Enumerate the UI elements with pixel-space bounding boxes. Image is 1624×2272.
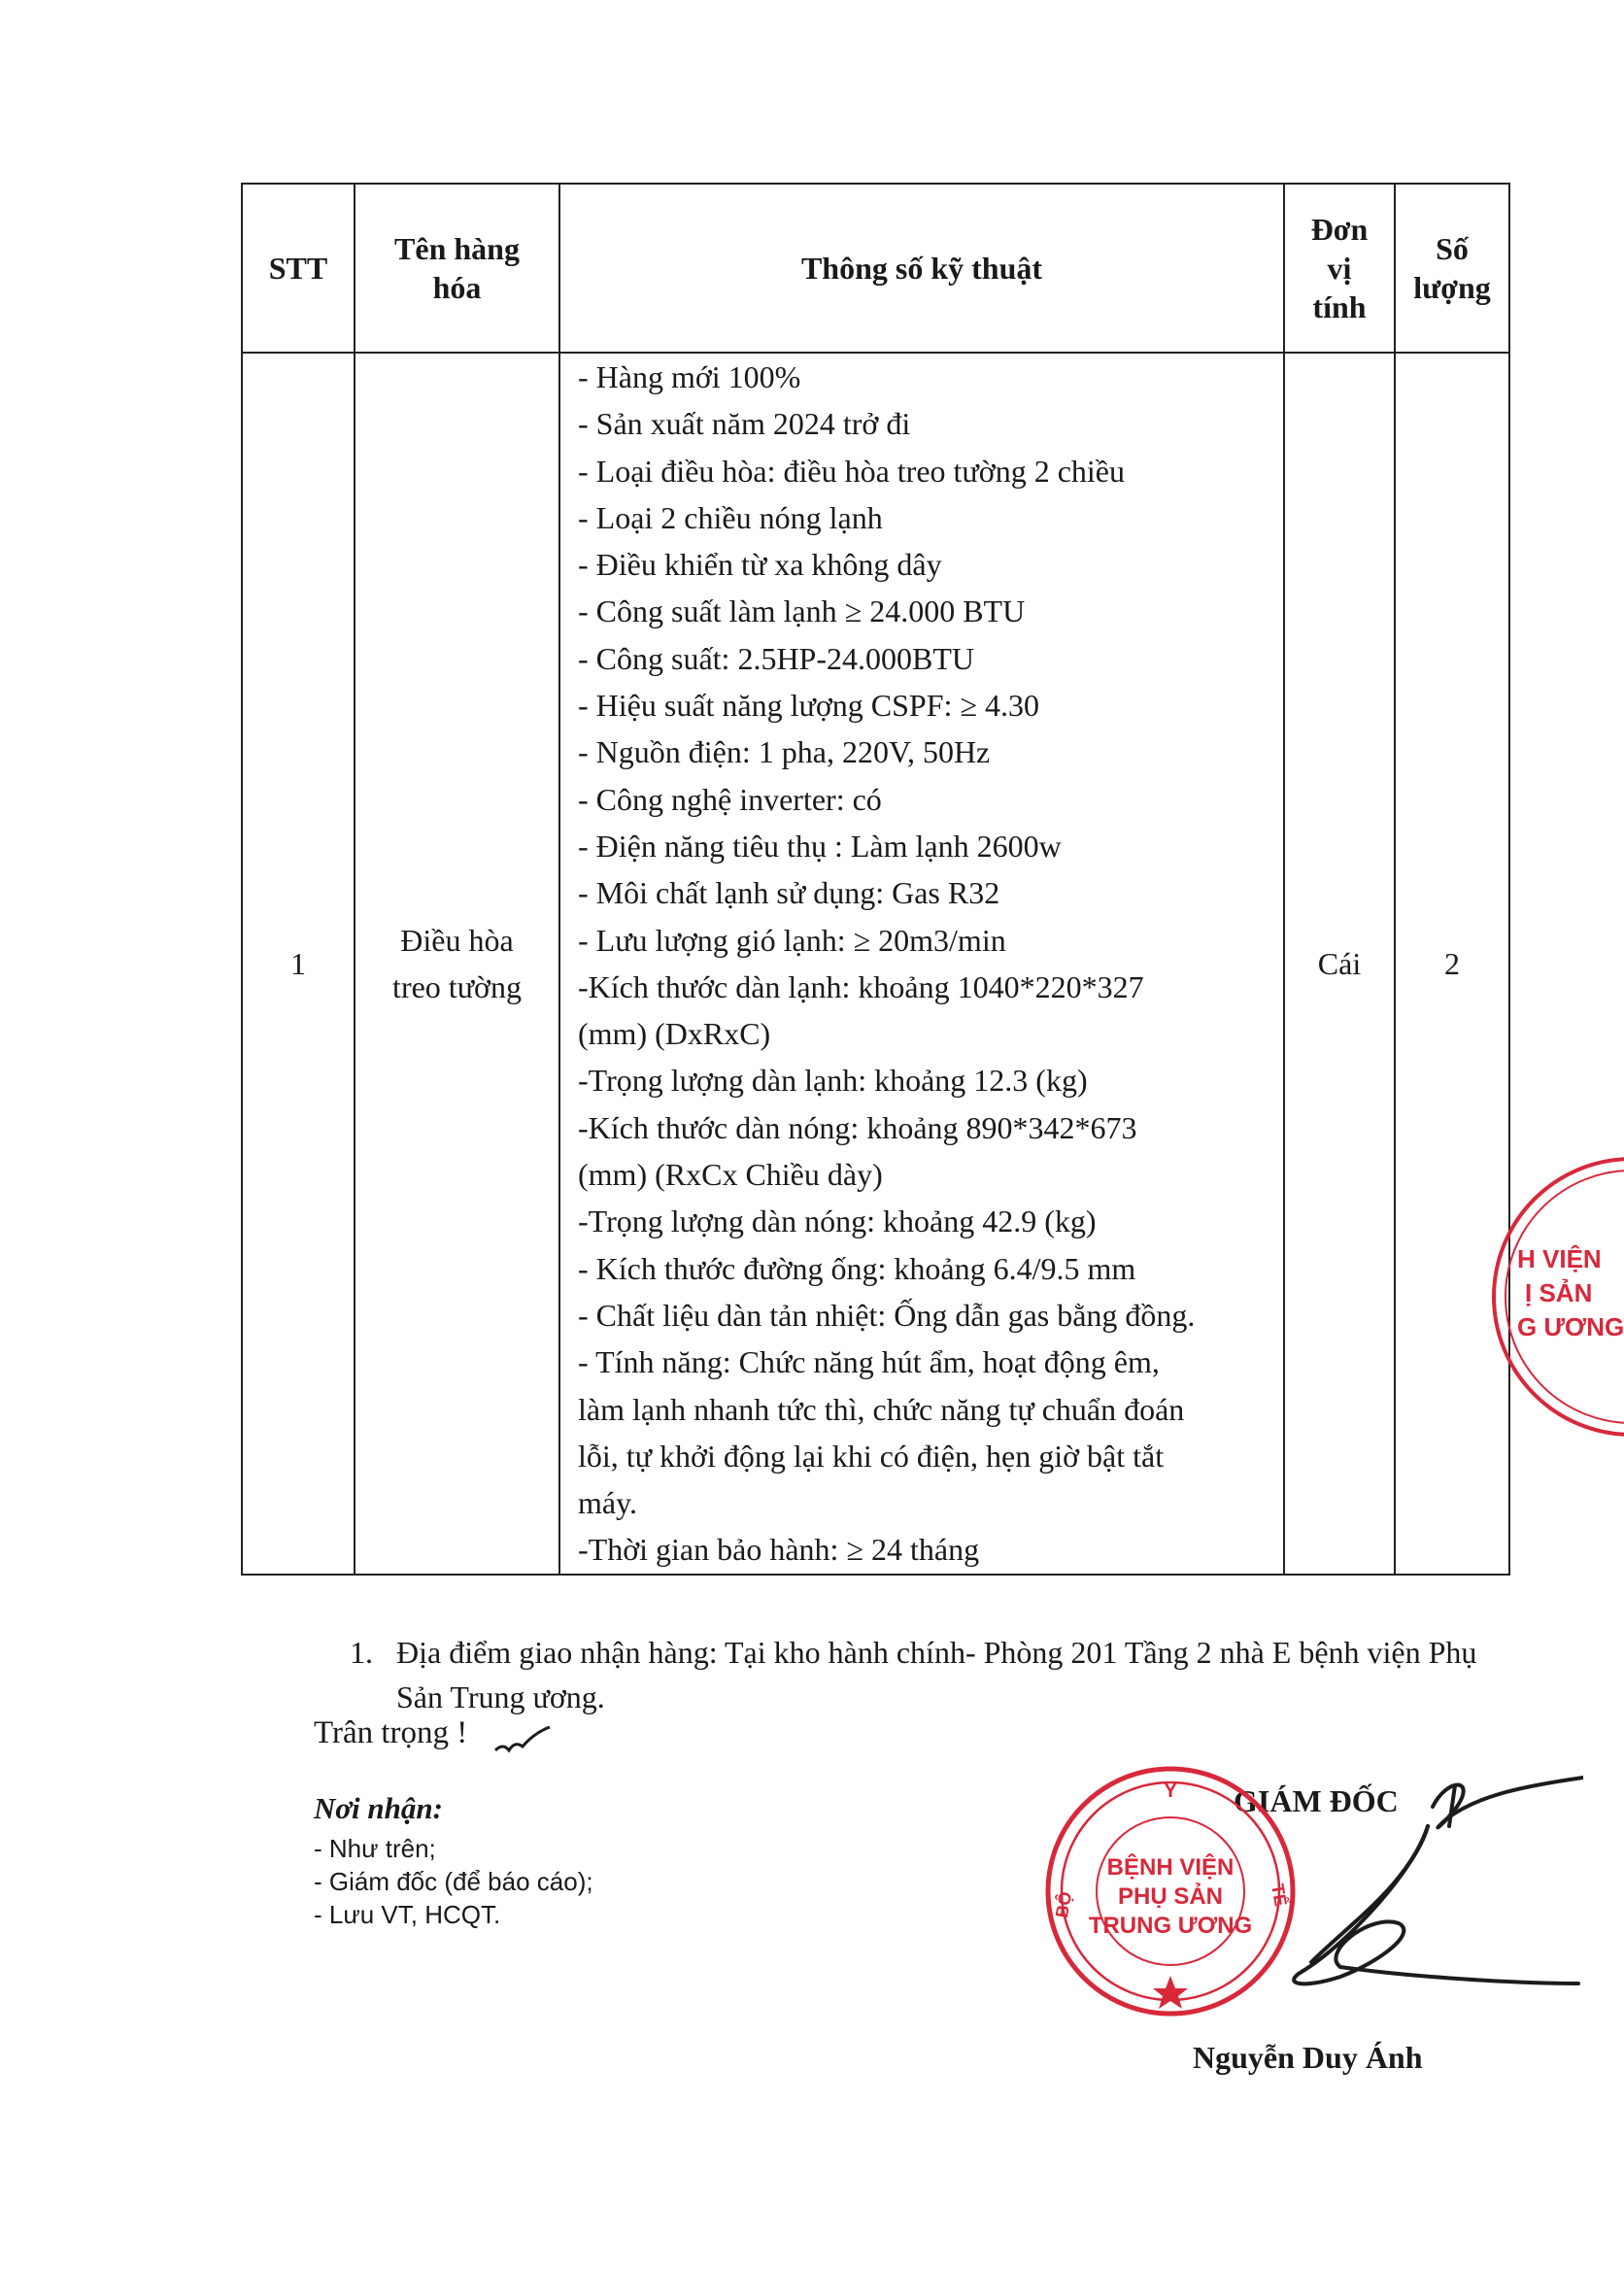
header-product-name: Tên hàng hóa bbox=[355, 184, 559, 353]
recipient-item: - Giám đốc (để báo cáo); bbox=[314, 1867, 593, 1896]
spec-line: - Chất liệu dàn tản nhiệt: Ống dẫn gas bằng đồng. bbox=[578, 1297, 1196, 1333]
list-number: 1. bbox=[350, 1635, 373, 1670]
spec-line: - Điện năng tiêu thụ : Làm lạnh 2600w bbox=[578, 828, 1062, 864]
spec-line: - Tính năng: Chức năng hút ẩm, hoạt động êm, bbox=[578, 1344, 1160, 1380]
spec-line: - Loại 2 chiều nóng lạnh bbox=[578, 499, 883, 535]
spec-line: - Điều khiển từ xa không dây bbox=[578, 547, 942, 583]
spec-line: - Hiệu suất năng lượng CSPF: ≥ 4.30 bbox=[578, 688, 1039, 724]
director-title: GIÁM ĐỐC bbox=[1234, 1783, 1399, 1818]
spec-line: -Kích thước dàn nóng: khoảng 890*342*673 bbox=[578, 1109, 1137, 1145]
spec-line: - Hàng mới 100% bbox=[578, 359, 801, 394]
spec-line: làm lạnh nhanh tức thì, chức năng tự chuẩn đoán bbox=[578, 1391, 1185, 1427]
seal-line: BỆNH VIỆN bbox=[1106, 1854, 1235, 1881]
seal-side-line: G ƯƠNG bbox=[1517, 1312, 1624, 1341]
delivery-location-text: Địa điểm giao nhận hàng: Tại kho hành chính- Phòng 201 Tầng 2 nhà E bệnh viện Phụ Sản Trung ương. bbox=[396, 1635, 1477, 1714]
seal-top-letter: Y bbox=[1164, 1780, 1177, 1802]
seal-side-line: H VIỆN bbox=[1517, 1244, 1602, 1273]
spec-line: (mm) (RxCx Chiều dày) bbox=[578, 1157, 883, 1193]
closing-remark: Trân trọng ! bbox=[314, 1715, 468, 1750]
header-stt: STT bbox=[242, 184, 355, 353]
header-quantity: Số lượng bbox=[1395, 184, 1509, 353]
spec-line: - Kích thước đường ống: khoảng 6.4/9.5 mm bbox=[578, 1250, 1136, 1286]
row-specifications bbox=[559, 353, 1284, 1575]
spec-line: -Thời gian bảo hành: ≥ 24 tháng bbox=[578, 1532, 980, 1568]
header-unit: Đơn vị tính bbox=[1284, 184, 1395, 353]
seal-left-letter: BỘ bbox=[1051, 1889, 1076, 1919]
spec-line: -Trọng lượng dàn lạnh: khoảng 12.3 (kg) bbox=[578, 1063, 1088, 1099]
spec-line: (mm) (DxRxC) bbox=[578, 1016, 771, 1052]
row-unit: Cái bbox=[1284, 353, 1395, 1575]
spec-line: - Sản xuất năm 2024 trở đi bbox=[578, 406, 911, 442]
delivery-location-item bbox=[350, 1630, 1496, 1719]
recipient-item: - Lưu VT, HCQT. bbox=[314, 1900, 501, 1929]
spec-line: - Nguồn điện: 1 pha, 220V, 50Hz bbox=[578, 734, 991, 770]
spec-line: - Loại điều hòa: điều hòa treo tường 2 chiều bbox=[578, 453, 1125, 489]
header-specifications: Thông số kỹ thuật bbox=[559, 184, 1284, 353]
spec-line: máy. bbox=[578, 1485, 638, 1521]
spec-line: -Kích thước dàn lạnh: khoảng 1040*220*327 bbox=[578, 968, 1144, 1004]
spec-line: - Công suất: 2.5HP-24.000BTU bbox=[578, 640, 974, 676]
recipient-item: - Như trên; bbox=[314, 1834, 436, 1863]
spec-line: -Trọng lượng dàn nóng: khoảng 42.9 (kg) bbox=[578, 1204, 1097, 1239]
table-row bbox=[242, 353, 1509, 1575]
recipients-block bbox=[314, 1791, 593, 1931]
spec-line: - Môi chất lạnh sử dụng: Gas R32 bbox=[578, 875, 1000, 911]
table-header-row bbox=[242, 184, 1509, 353]
director-signature bbox=[1195, 1768, 1583, 2020]
spec-line: - Công suất làm lạnh ≥ 24.000 BTU bbox=[578, 593, 1026, 629]
seal-star-icon bbox=[1153, 1976, 1188, 2009]
specification-table bbox=[241, 183, 1510, 1576]
recipients-title: Nơi nhận: bbox=[314, 1791, 443, 1825]
spec-line: lỗi, tự khởi động lại khi có điện, hẹn giờ bật tắt bbox=[578, 1438, 1165, 1474]
handwritten-tick-icon bbox=[493, 1721, 552, 1760]
seal-right-letter: TẾ bbox=[1268, 1882, 1291, 1909]
director-name: Nguyễn Duy Ánh bbox=[1193, 2040, 1423, 2075]
spec-line: - Công nghệ inverter: có bbox=[578, 781, 882, 817]
row-stt: 1 bbox=[242, 353, 355, 1575]
row-quantity: 2 bbox=[1395, 353, 1509, 1575]
partial-seal-stamp bbox=[1476, 1151, 1624, 1442]
seal-side-line: Ị SẢN bbox=[1525, 1278, 1593, 1307]
spec-line: - Lưu lượng gió lạnh: ≥ 20m3/min bbox=[578, 922, 1006, 958]
seal-line: TRUNG ƯƠNG bbox=[1088, 1913, 1253, 1939]
seal-line: PHỤ SẢN bbox=[1117, 1883, 1224, 1910]
row-product-name: Điều hòa treo tường bbox=[355, 353, 559, 1575]
